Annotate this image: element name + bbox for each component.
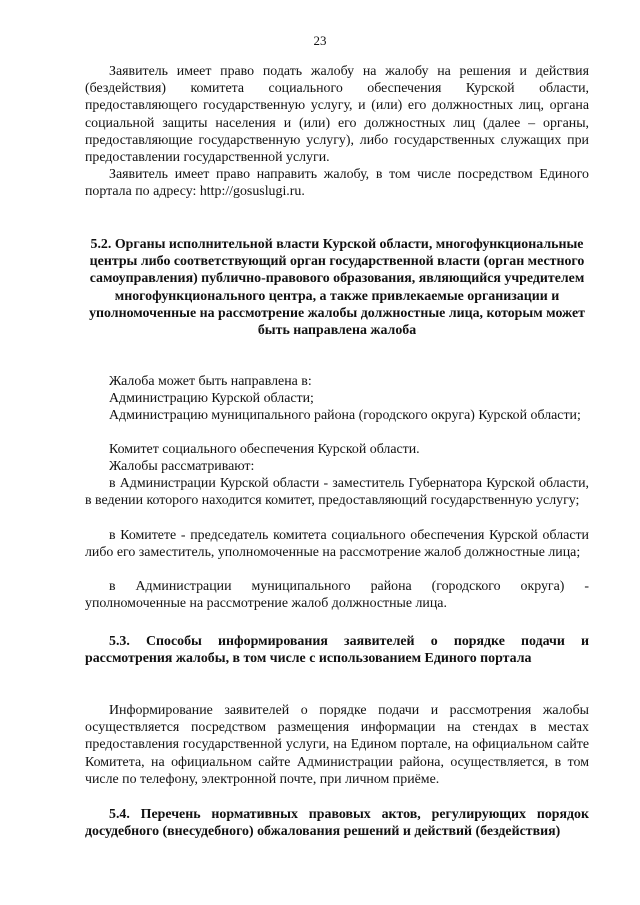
section-5-3-heading: 5.3. Способы информирования заявителей о порядке подачи и рассмотрения жалобы, в том числе с использованием Единого портала [85, 634, 589, 667]
reviewers-intro: Жалобы рассматривают: [109, 459, 255, 474]
complaint-addressees-intro: Жалоба может быть направлена в: [109, 374, 312, 389]
addressee-municipal-administration: Администрацию муниципального района (городского округа) Курской области; [109, 408, 581, 423]
reviewer-committee: в Комитете - председатель комитета социального обеспечения Курской области либо его заместитель, уполномоченные на рассмотрение жалоб должностные лица; [85, 528, 589, 561]
section-5-3-paragraph: Информирование заявителей о порядке подачи и рассмотрения жалобы осуществляется посредством размещения информации на стендах в местах предоставления государственной услуги, на Едином портале, на официальном сайте Комитета, на официальном сайте Администрации района, осуществляется, в том числе по телефону, электронной почте, при личном приёме. [85, 703, 589, 787]
reviewer-regional-administration: в Администрации Курской области - заместитель Губернатора Курской области, в ведении которого находится комитет, предоставляющий государственную услугу; [85, 476, 589, 509]
intro-paragraph-portal: Заявитель имеет право направить жалобу, в том числе посредством Единого портала по адресу: http://gosuslugi.ru. [85, 167, 589, 200]
section-5-2-heading: 5.2. Органы исполнительной власти Курской области, многофункциональные центры либо соответствующий орган государственной власти (орган местного самоуправления) публично-правового образования, являющийся учредителем многофункционального центра, а также привлекаемые организации и уполномоченные на рассмотрение жалобы должностные лица, которым может быть направлена жалоба [89, 237, 585, 339]
addressee-regional-administration: Администрацию Курской области; [109, 391, 314, 406]
reviewer-municipal-administration: в Администрации муниципального района (городского округа) - уполномоченные на рассмотрение жалоб должностные лица. [85, 579, 589, 612]
section-5-4-heading: 5.4. Перечень нормативных правовых актов, регулирующих порядок досудебного (внесудебного) обжалования решений и действий (бездействия) [85, 807, 589, 840]
intro-paragraph-complaint-right: Заявитель имеет право подать жалобу на жалобу на решения и действия (бездействия) комитета социального обеспечения Курской области, предоставляющего государственную услугу, и (или) его должностных лиц, органа социальной защиты населения и (или) его должностных лиц (далее – органы, предоставляющие государственную услугу), либо государственных служащих при предоставлении государственной услуги. [85, 64, 589, 166]
page-number: 23 [313, 33, 327, 48]
addressee-committee: Комитет социального обеспечения Курской области. [109, 442, 420, 457]
